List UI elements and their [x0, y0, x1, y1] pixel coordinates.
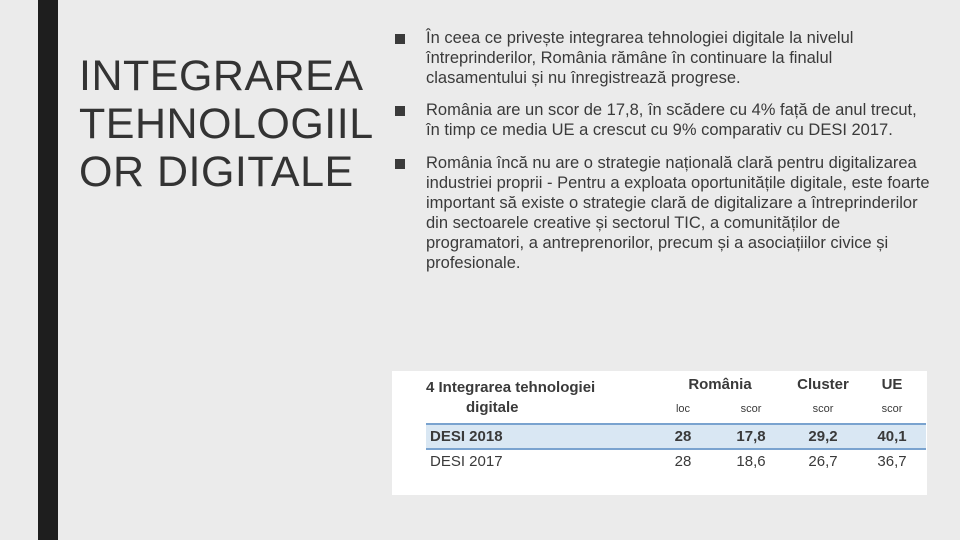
table-row	[426, 424, 926, 449]
table-row	[426, 449, 926, 473]
subheader-loc: loc	[675, 403, 691, 415]
row-label: DESI 2017	[426, 449, 652, 473]
bullet-text: România are un scor de 17,8, în scădere cu 4% față de anul trecut, în timp ce media UE a crescut cu 9% comparativ cu DESI 2017.	[426, 101, 917, 139]
column-group-romania: România	[688, 376, 752, 393]
square-bullet-icon	[395, 106, 405, 116]
bullet-item	[395, 100, 935, 140]
cell-romania-scor: 18,6	[714, 449, 788, 473]
cell-ue-scor: 36,7	[858, 449, 926, 473]
title-line-1: INTEGRAREA	[79, 52, 364, 100]
desi-table	[426, 373, 926, 473]
cell-cluster-scor: 26,7	[788, 449, 858, 473]
bullet-item	[395, 153, 935, 273]
column-group-ue: UE	[881, 376, 903, 393]
bullet-item	[395, 28, 935, 88]
cell-loc: 28	[652, 424, 714, 449]
title-line-2: TEHNOLOGIIL	[79, 100, 374, 148]
subheader-scor-cluster: scor	[812, 403, 834, 415]
slide-title	[79, 52, 379, 196]
bullet-list	[395, 28, 935, 273]
square-bullet-icon	[395, 159, 405, 169]
table-title	[426, 373, 652, 424]
subheader-scor-ue: scor	[881, 403, 903, 415]
cell-romania-scor: 17,8	[714, 424, 788, 449]
row-label: DESI 2018	[426, 424, 652, 449]
left-accent-bar	[38, 0, 58, 540]
table-title-line-1: 4 Integrarea tehnologiei	[426, 379, 596, 396]
cell-loc: 28	[652, 449, 714, 473]
cell-ue-scor: 40,1	[858, 424, 926, 449]
cell-cluster-scor: 29,2	[788, 424, 858, 449]
title-line-3: OR DIGITALE	[79, 148, 354, 196]
column-group-cluster: Cluster	[797, 376, 849, 393]
desi-table-image	[392, 371, 927, 495]
bullet-text: În ceea ce privește integrarea tehnologiei digitale la nivelul întreprinderilor, România rămâne în continuare la finalul clasamentului și nu înregistrează progrese.	[426, 29, 854, 87]
bullet-text: România încă nu are o strategie națională clară pentru digitalizarea industriei proprii - Pentru a exploata oportunitățile digitale, este foarte important să existe o strategie clară de digitalizare a întreprinderilor din sectoarele creative și sectorul TIC, a comunităților de programatori, a antreprenorilor, precum și a asociațiilor civice și profesionale.	[426, 154, 930, 272]
table-title-line-2: digitale	[466, 399, 519, 416]
subheader-scor-romania: scor	[740, 403, 762, 415]
square-bullet-icon	[395, 34, 405, 44]
